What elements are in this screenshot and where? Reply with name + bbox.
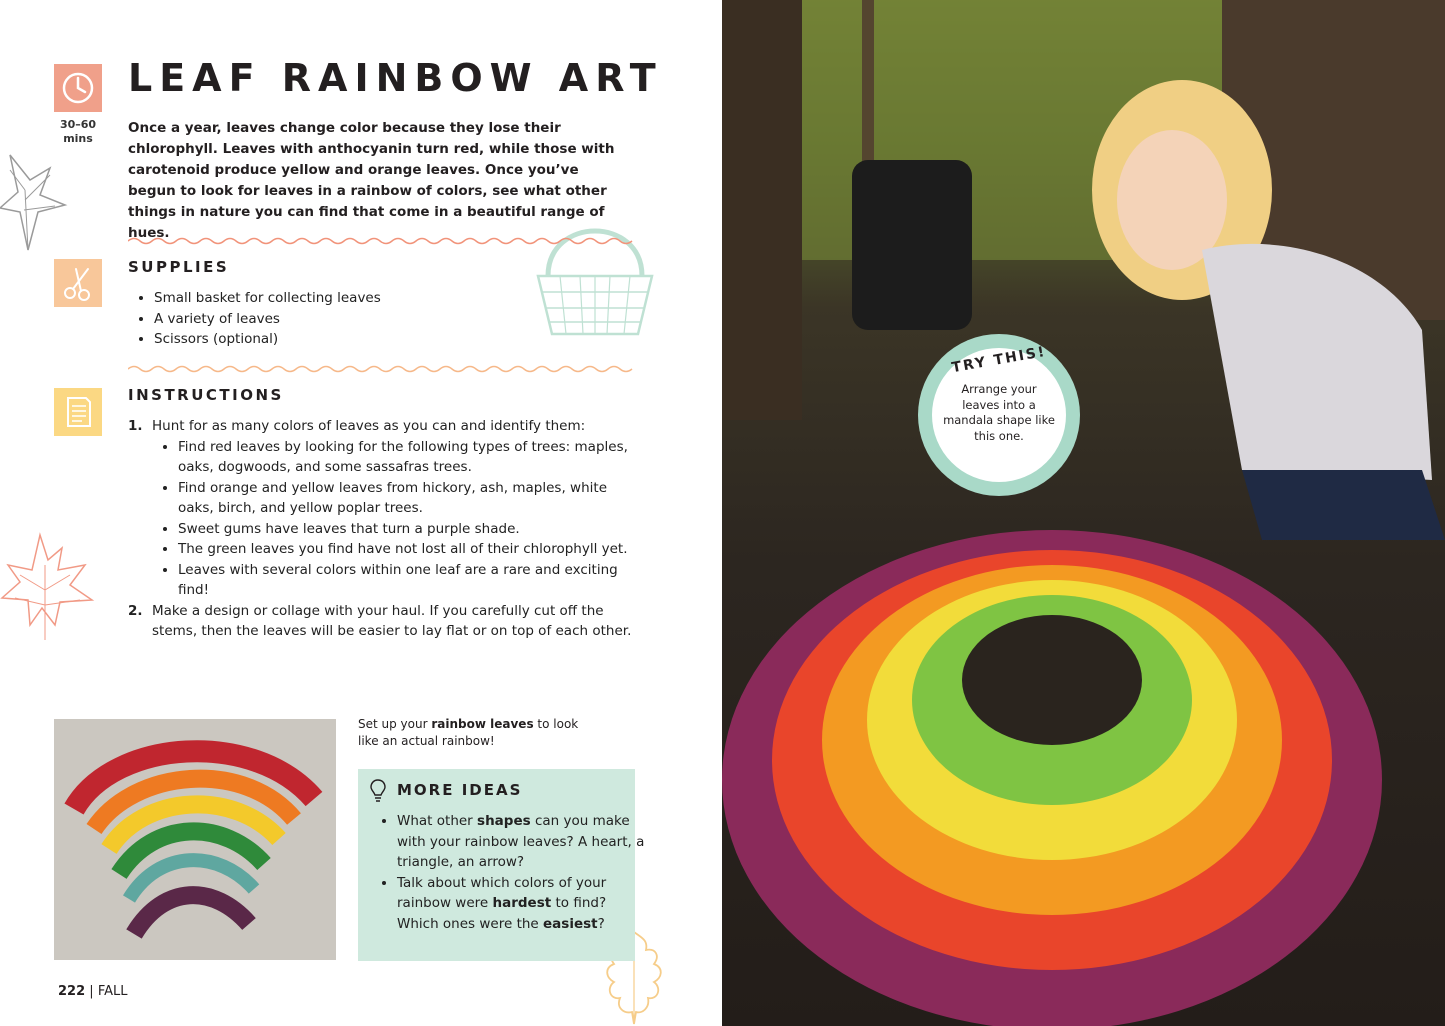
child-leaf-mandala-illustration — [722, 0, 1445, 1026]
step-number: 2. — [128, 602, 143, 619]
page-footer — [58, 984, 127, 999]
idea-emphasis: hardest — [492, 895, 552, 911]
time-badge — [54, 64, 102, 112]
list-item: • Leaves with several colors within one leaf are a rare and exciting find! — [178, 560, 638, 601]
intro-paragraph: Once a year, leaves change color because they lose their chlorophyll. Leaves with anthocyanin turn red, while those with carotenoid produce yellow and orange leaves. Once you’ve begun to look for leaves in a rainbow of colors, see what other things in nature you can find that come in a beautiful range of hues. — [128, 120, 615, 241]
step-text: Make a design or collage with your haul. If you carefully cut off the stems, then the leaves will be easier to lay flat or on top of each other. — [152, 602, 632, 639]
page-title: LEAF RAINBOW ART — [128, 56, 663, 100]
wave-divider — [128, 364, 636, 374]
more-ideas-heading: MORE IDEAS — [397, 781, 523, 799]
photo-caption — [358, 716, 588, 750]
idea-text: ? — [597, 915, 605, 932]
clock-icon — [54, 64, 102, 112]
list-item: • Find red leaves by looking for the following types of trees: maples, oaks, dogwoods, and some sassafras trees. — [178, 437, 638, 478]
list-item — [128, 601, 638, 642]
right-page-photo — [722, 0, 1445, 1026]
idea-text: Talk about which colors of your rainbow were — [397, 874, 607, 911]
list-item: • The green leaves you find have not lost all of their chlorophyll yet. — [178, 539, 638, 560]
rainbow-leaves-illustration — [54, 719, 336, 960]
idea-text: to find? Which ones were the — [397, 895, 607, 932]
step-text: Hunt for as many colors of leaves as you can and identify them: — [152, 418, 586, 434]
footer-separator: | — [89, 984, 94, 999]
instructions-heading: INSTRUCTIONS — [128, 386, 284, 404]
list-item: • Find orange and yellow leaves from hickory, ash, maples, white oaks, birch, and yellow poplar trees. — [178, 478, 638, 519]
list-item — [397, 873, 647, 935]
caption-text: Set up your — [358, 717, 432, 731]
supplies-list — [128, 288, 381, 350]
lightbulb-icon — [370, 779, 386, 803]
left-page — [0, 0, 722, 1026]
instructions-badge — [54, 388, 102, 436]
sub-list — [152, 437, 638, 601]
more-ideas-list — [371, 811, 647, 934]
idea-text: can you make with your rainbow leaves? A heart, a triangle, an arrow? — [397, 813, 645, 870]
more-ideas-box — [358, 769, 645, 961]
list-item — [397, 811, 647, 873]
list-item: • Small basket for collecting leaves — [154, 288, 381, 309]
list-item: • Sweet gums have leaves that turn a purple shade. — [178, 519, 638, 540]
step-number: 1. — [128, 418, 143, 434]
instructions-list — [128, 416, 638, 642]
section-name: FALL — [97, 984, 128, 999]
try-this-text: Arrange your leaves into a mandala shape like this one. — [943, 382, 1055, 443]
list-item — [128, 416, 638, 601]
rainbow-leaves-photo — [54, 719, 336, 960]
wave-divider — [128, 236, 636, 246]
idea-emphasis: easiest — [543, 915, 598, 932]
page-number: 222 — [58, 984, 86, 999]
caption-emphasis: rainbow leaves — [431, 717, 534, 731]
list-item: • Scissors (optional) — [154, 329, 381, 350]
notes-icon — [54, 388, 102, 436]
maple-leaf-outline-illustration — [0, 530, 95, 645]
caption-text: to look like an actual rainbow! — [358, 717, 579, 748]
try-this-heading: TRY THIS! — [950, 343, 1048, 377]
leaf-outline-top-illustration — [0, 150, 70, 260]
supplies-heading: SUPPLIES — [128, 258, 230, 276]
time-unit: mins — [63, 132, 93, 145]
supplies-badge — [54, 259, 102, 307]
try-this-callout — [918, 334, 1080, 496]
idea-emphasis: shapes — [477, 813, 531, 829]
scissors-icon — [54, 259, 102, 307]
idea-text: What other — [397, 813, 478, 829]
time-range: 30–60 — [59, 118, 97, 131]
list-item: • A variety of leaves — [154, 309, 381, 330]
time-estimate — [54, 118, 102, 146]
